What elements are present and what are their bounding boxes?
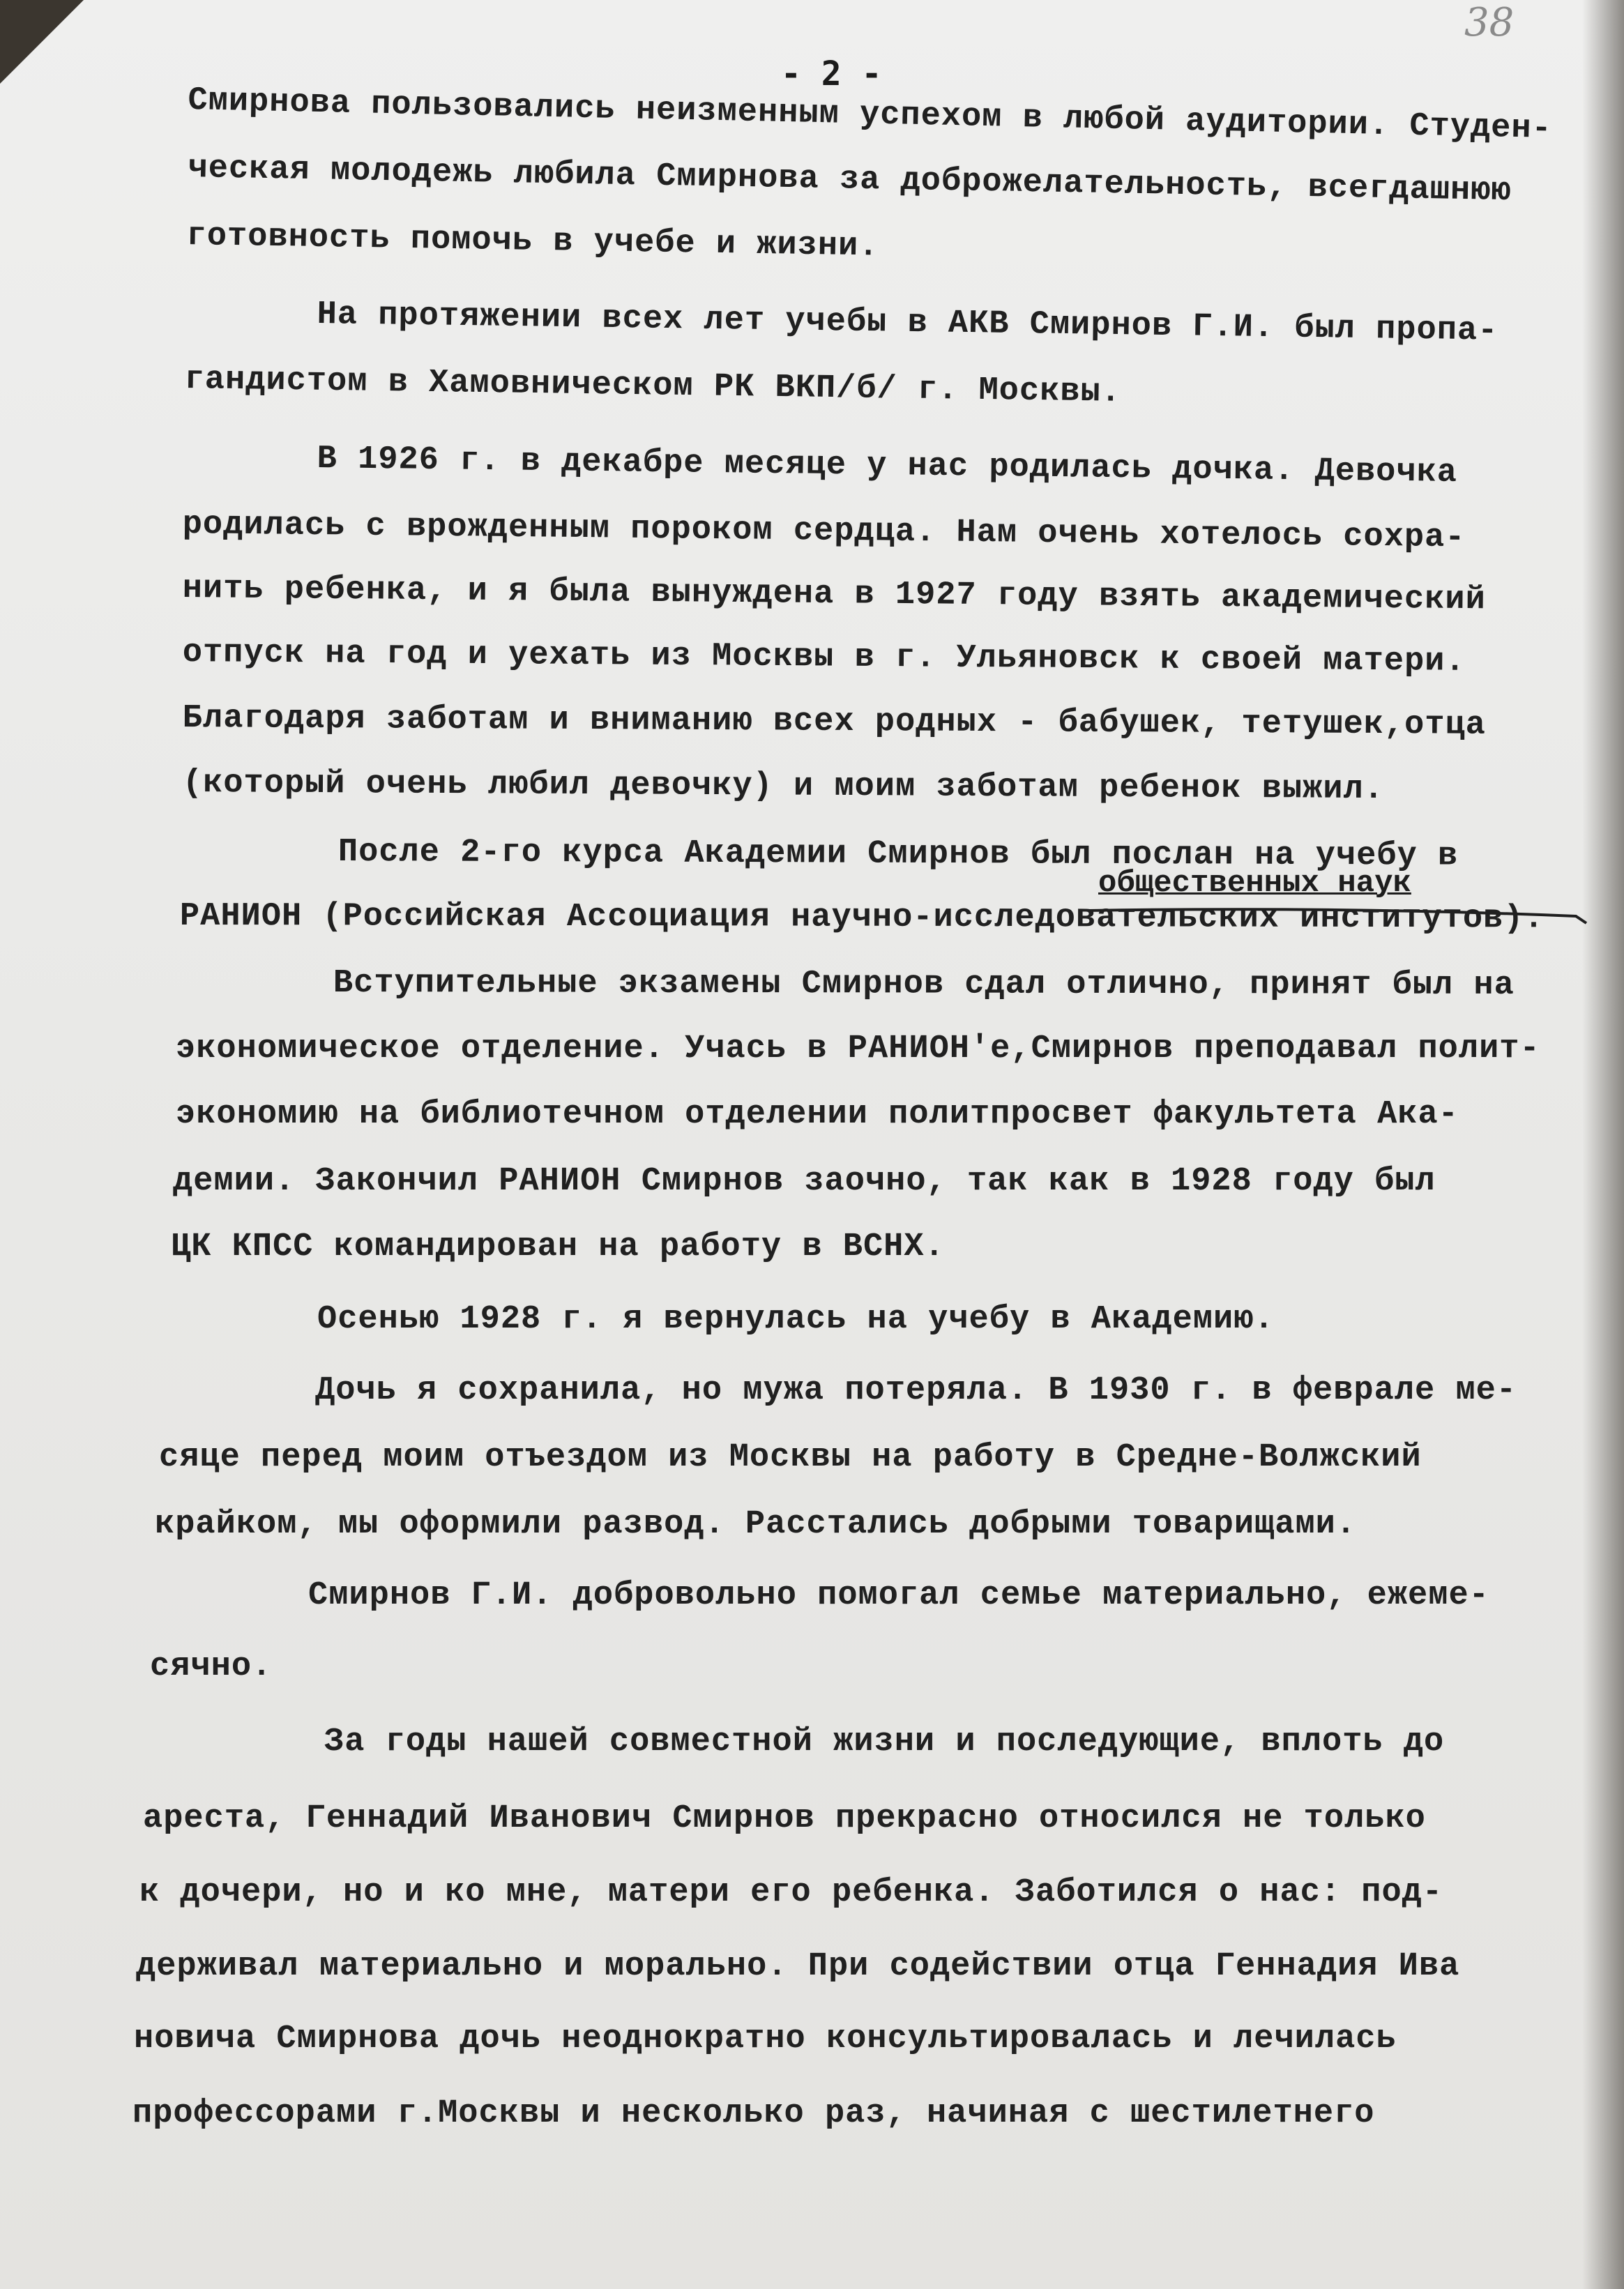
folded-corner xyxy=(0,0,84,84)
text-line: Смирнов Г.И. добровольно помогал семье материально, ежеме- xyxy=(308,1577,1489,1614)
page-number: - 2 - xyxy=(781,54,882,93)
text-line: новича Смирнова дочь неоднократно консультировалась и лечилась xyxy=(134,2021,1397,2058)
text-line: экономию на библиотечном отделении политпросвет факультета Ака- xyxy=(176,1096,1459,1133)
text-line: сячно. xyxy=(150,1648,273,1685)
text-line: профессорами г.Москвы и несколько раз, начиная с шестилетнего xyxy=(132,2095,1375,2132)
text-line: За годы нашей совместной жизни и последующие, вплоть до xyxy=(324,1724,1445,1761)
page-edge-shadow xyxy=(1582,0,1624,2289)
text-line: После 2-го курса Академии Смирнов был послан на учебу в xyxy=(337,834,1459,875)
text-line: родилась с врожденным пороком сердца. Нам очень хотелось сохра- xyxy=(182,506,1466,557)
folio-number: 38 xyxy=(1464,0,1515,45)
text-line: держивал материально и морально. При содействии отца Геннадия Ива xyxy=(136,1948,1460,1985)
text-line: На протяжении всех лет учебы в АКВ Смирнов Г.И. был пропа- xyxy=(317,296,1498,350)
text-line: В 1926 г. в декабре месяце у нас родилась дочка. Девочка xyxy=(317,441,1458,492)
text-line: отпуск на год и уехать из Москвы в г. Ульяновск к своей матери. xyxy=(182,634,1466,680)
text-line: Дочь я сохранила, но мужа потеряла. В 1930 г. в феврале ме- xyxy=(315,1372,1517,1409)
text-line: гандистом в Хамовническом РК ВКП/б/ г. Москвы. xyxy=(184,361,1122,411)
text-line: Смирнова пользовались неизменным успехом в любой аудитории. Студен- xyxy=(187,82,1553,148)
text-line: сяце перед моим отъездом из Москвы на работу в Средне-Волжский xyxy=(159,1439,1422,1476)
text-line: экономическое отделение. Учась в РАНИОН'е,Смирнов преподавал полит- xyxy=(176,1031,1540,1067)
text-line: Вступительные экзамены Смирнов сдал отлично, принят был на xyxy=(333,965,1515,1004)
text-line: ареста, Геннадий Иванович Смирнов прекрасно относился не только xyxy=(143,1800,1426,1837)
text-line: Осенью 1928 г. я вернулась на учебу в Академию. xyxy=(317,1301,1275,1338)
handwritten-insertion: общественных наук xyxy=(1098,866,1411,901)
text-line: Благодаря заботам и вниманию всех родных - бабушек, тетушек,отца xyxy=(182,700,1487,744)
text-line: (который очень любил девочку) и моим заботам ребенок выжил. xyxy=(182,765,1385,809)
text-line: демии. Закончил РАНИОН Смирнов заочно, так как в 1928 году был xyxy=(173,1163,1436,1200)
text-line: ческая молодежь любила Смирнова за доброжелательность, всегдашнюю xyxy=(188,150,1512,211)
text-line: РАНИОН (Российская Ассоциация научно-исследовательских институтов). xyxy=(179,898,1545,938)
text-line: к дочери, но и ко мне, матери его ребенка. Заботился о нас: под- xyxy=(139,1874,1443,1911)
text-line: готовность помочь в учебе и жизни. xyxy=(186,218,879,266)
text-line: ЦК КПСС командирован на работу в ВСНХ. xyxy=(171,1229,945,1265)
text-line: нить ребенка, и я была вынуждена в 1927 году взять академический xyxy=(182,570,1487,619)
text-line: крайком, мы оформили развод. Расстались добрыми товарищами. xyxy=(155,1506,1357,1543)
